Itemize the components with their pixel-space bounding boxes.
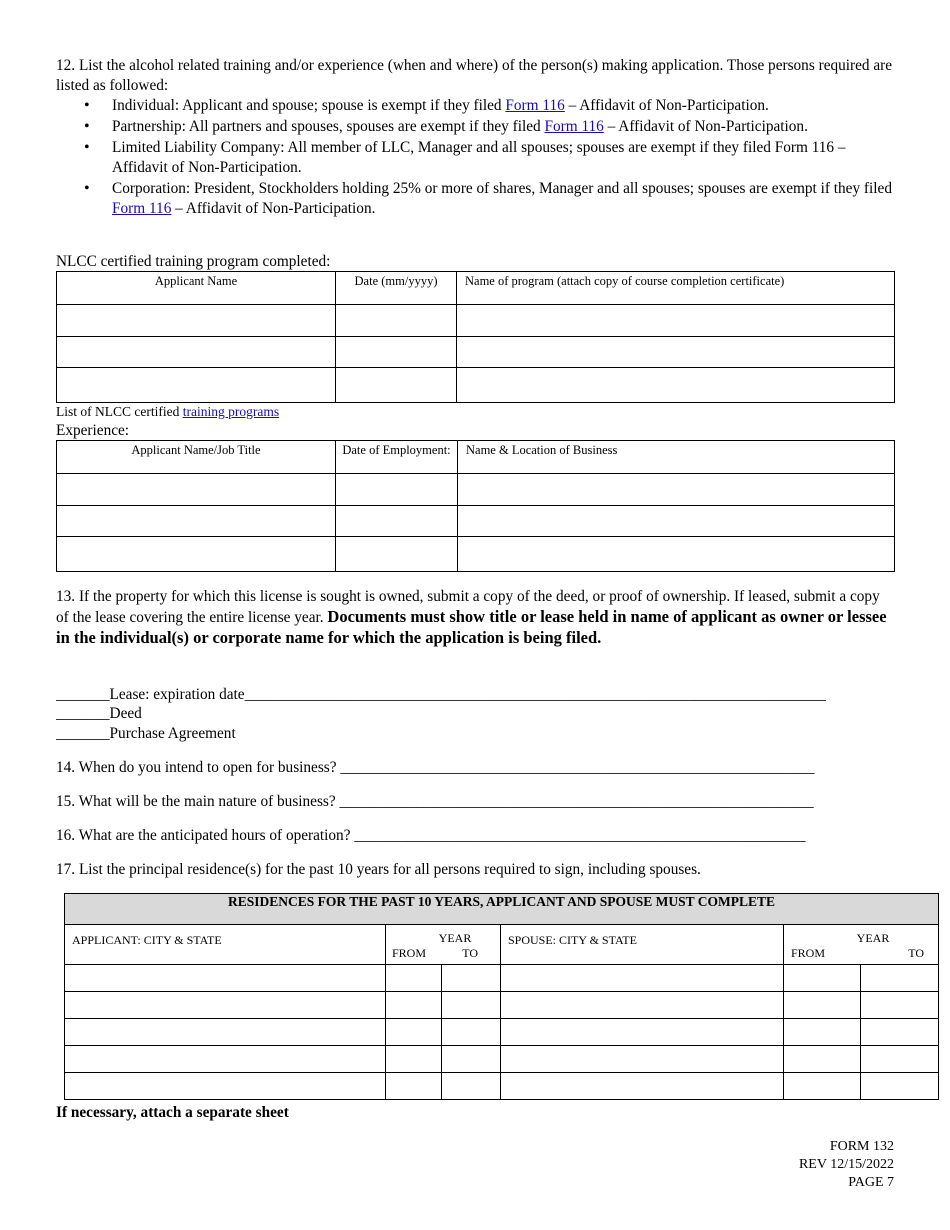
table-cell[interactable] [501, 1073, 784, 1100]
table-cell[interactable] [784, 1046, 861, 1073]
table-row [65, 1046, 939, 1073]
bullet-corporation: • Corporation: President, Stockholders holding 25% or more of shares, Manager and all spouses; spouses are exempt if they filed Form 116 – Affidavit of Non-Participation. [84, 179, 904, 219]
table-cell[interactable] [861, 1019, 939, 1046]
table-row [65, 1073, 939, 1100]
table-cell[interactable] [442, 992, 501, 1019]
table-row [65, 965, 939, 992]
table-cell[interactable] [336, 337, 457, 368]
from-label: FROM [392, 946, 427, 960]
table-cell[interactable] [57, 537, 336, 572]
q13-bold: Documents must show title or lease held in name of applicant as owner or lessee in the individual(s) or corporate name for which the application is being filed. [56, 607, 887, 647]
applicant-city-header: APPLICANT: CITY & STATE [65, 925, 386, 965]
col-applicant-name: Applicant Name [57, 272, 336, 305]
applicant-year-header [386, 925, 501, 965]
table-cell[interactable] [861, 1073, 939, 1100]
table-cell[interactable] [501, 965, 784, 992]
col-date: Date (mm/yyyy) [336, 272, 457, 305]
bullet-llc: • Limited Liability Company: All member of LLC, Manager and all spouses; spouses are exempt if they filed Form 116 – Affidavit of Non-Participation. [84, 138, 904, 178]
table-cell[interactable] [65, 1073, 386, 1100]
form-footer [799, 1138, 894, 1192]
residences-table [64, 893, 939, 1100]
table-cell[interactable] [501, 1046, 784, 1073]
table-cell[interactable] [386, 992, 442, 1019]
table-cell[interactable] [57, 368, 336, 403]
table-cell[interactable] [336, 368, 457, 403]
table-cell[interactable] [458, 474, 895, 506]
table-cell[interactable] [57, 506, 336, 537]
q16-line: 16. What are the anticipated hours of operation? ___________________________________________________________ [56, 827, 806, 844]
to-label: TO [462, 946, 478, 960]
q14-line[interactable]: 14. When do you intend to open for business? ______________________________________________________________ [56, 759, 815, 776]
col-date-employment: Date of Employment: [336, 441, 458, 474]
table-cell[interactable] [501, 1019, 784, 1046]
table-cell[interactable] [501, 992, 784, 1019]
attach-note: If necessary, attach a separate sheet [56, 1104, 289, 1121]
spouse-year-header [784, 925, 939, 965]
year-label: YEAR [856, 931, 890, 945]
table-cell[interactable] [442, 1073, 501, 1100]
table-cell[interactable] [784, 965, 861, 992]
table-cell[interactable] [861, 1046, 939, 1073]
table-cell[interactable] [57, 474, 336, 506]
table-cell[interactable] [784, 1073, 861, 1100]
bullet-individual: • Individual: Applicant and spouse; spouse is exempt if they filed Form 116 – Affidavit of Non-Participation. [84, 96, 904, 116]
from-label: FROM [791, 946, 826, 960]
residences-title: RESIDENCES FOR THE PAST 10 YEARS, APPLICANT AND SPOUSE MUST COMPLETE [65, 894, 939, 925]
table-cell[interactable] [65, 1019, 386, 1046]
table-cell[interactable] [784, 992, 861, 1019]
experience-table [56, 440, 895, 572]
table-cell[interactable] [442, 1019, 501, 1046]
table-row [65, 1019, 939, 1046]
q17-text: 17. List the principal residence(s) for the past 10 years for all persons required to sign, including spouses. [56, 861, 701, 878]
table-cell[interactable] [386, 1019, 442, 1046]
training-list-line: List of NLCC certified training programs [56, 404, 280, 419]
to-label: TO [908, 946, 925, 960]
form-number: FORM 132 [829, 1139, 894, 1154]
table-cell[interactable] [861, 992, 939, 1019]
table-cell[interactable] [65, 965, 386, 992]
table-cell[interactable] [442, 1046, 501, 1073]
training-table [56, 271, 895, 403]
deed-line[interactable]: _______Deed [56, 705, 142, 722]
form-116-link[interactable]: Form 116 [112, 200, 172, 217]
purchase-line[interactable]: _______Purchase Agreement [56, 725, 236, 742]
form-116-link[interactable]: Form 116 [544, 118, 604, 135]
table-cell[interactable] [457, 337, 895, 368]
table-cell[interactable] [65, 992, 386, 1019]
training-programs-link[interactable]: training programs [182, 404, 280, 419]
table-cell[interactable] [458, 537, 895, 572]
spouse-city-header: SPOUSE: CITY & STATE [501, 925, 784, 965]
table-cell[interactable] [57, 305, 336, 337]
year-label: YEAR [438, 931, 472, 945]
q15-line[interactable]: 15. What will be the main nature of business? ______________________________________________________________ [56, 793, 814, 810]
table-cell[interactable] [457, 305, 895, 337]
table-cell[interactable] [336, 474, 458, 506]
col-applicant-job: Applicant Name/Job Title [57, 441, 336, 474]
col-program-name: Name of program (attach copy of course completion certificate) [457, 272, 895, 305]
page-number: PAGE 7 [848, 1175, 894, 1190]
bullet-partnership: • Partnership: All partners and spouses, spouses are exempt if they filed Form 116 – Affidavit of Non-Participation. [84, 117, 904, 137]
form-116-link[interactable]: Form 116 [505, 97, 565, 114]
table-cell[interactable] [336, 537, 458, 572]
table-cell[interactable] [861, 965, 939, 992]
table-cell[interactable] [65, 1046, 386, 1073]
revision-date: REV 12/15/2022 [798, 1157, 894, 1172]
table-cell[interactable] [784, 1019, 861, 1046]
table-row [65, 992, 939, 1019]
lease-line[interactable]: _______Lease: expiration date____________________________________________________________________________ [56, 686, 826, 703]
table-cell[interactable] [457, 368, 895, 403]
table-cell[interactable] [57, 337, 336, 368]
q13-text: 13. If the property for which this license is sought is owned, submit a copy of the deed, or proof of ownership. If leased, submit a copy of the lease covering the entire license year. Documents must show title or lease held in name of applicant as owner or lessee in the individual(s) or corporate name for which the application is being filed. [56, 588, 887, 647]
table-cell[interactable] [336, 506, 458, 537]
table-cell[interactable] [458, 506, 895, 537]
table-cell[interactable] [386, 1073, 442, 1100]
table-cell[interactable] [386, 965, 442, 992]
col-business: Name & Location of Business [458, 441, 895, 474]
table-cell[interactable] [386, 1046, 442, 1073]
required-persons-list [84, 96, 904, 220]
experience-label: Experience: [56, 422, 130, 439]
q12-intro: 12. List the alcohol related training and/or experience (when and where) of the person(s) making application. Those persons required are listed as followed: [56, 57, 893, 94]
training-label: NLCC certified training program completed: [56, 253, 331, 270]
table-cell[interactable] [442, 965, 501, 992]
table-cell[interactable] [336, 305, 457, 337]
